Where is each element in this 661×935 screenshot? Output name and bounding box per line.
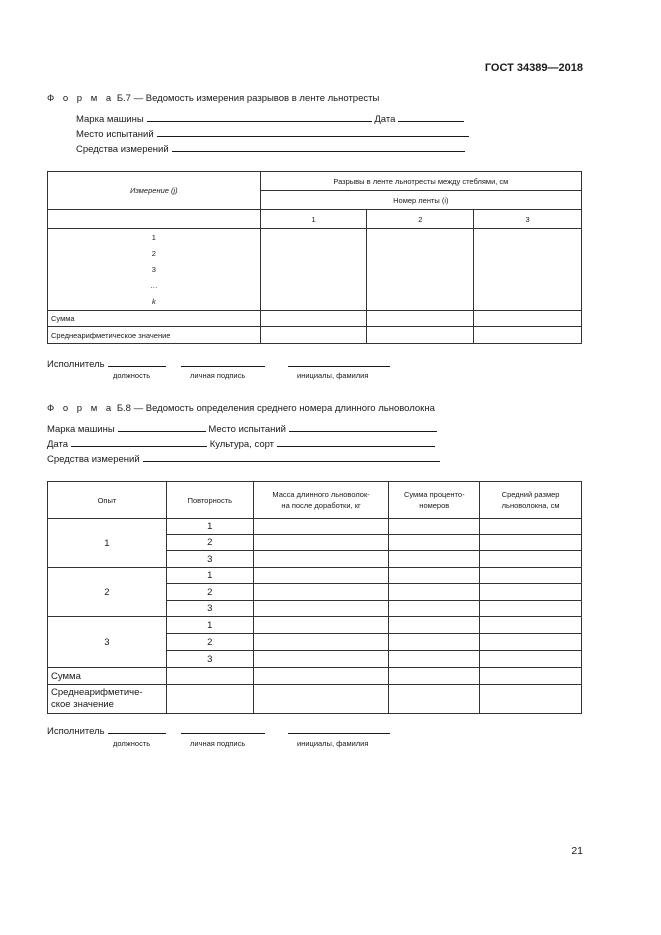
- data-cell[interactable]: [389, 685, 480, 714]
- col-measurement-header: Измерение (j): [48, 172, 261, 210]
- header-repeat: Повторность: [166, 482, 253, 519]
- table-b7: [47, 171, 582, 344]
- repeat-number: 1: [166, 568, 253, 584]
- repeat-number: 1: [166, 617, 253, 634]
- caption-position: должность: [113, 739, 151, 748]
- place-blank[interactable]: [157, 127, 469, 137]
- form-title-text: Б.7 — Ведомость измерения разрывов в ленте льнотресты: [116, 93, 380, 104]
- experiment-number: 2: [48, 568, 167, 617]
- data-cell[interactable]: [389, 551, 480, 568]
- data-cell[interactable]: [480, 634, 582, 651]
- executor-label: Исполнитель: [47, 359, 105, 370]
- page-number: 21: [571, 845, 583, 857]
- experiment-number: 1: [48, 519, 167, 568]
- machine-place-row: [47, 422, 437, 435]
- header-mean-size: Средний размер льноволокна, см: [480, 482, 582, 519]
- instruments-blank[interactable]: [172, 142, 465, 152]
- caption-name: инициалы, фамилия: [297, 739, 369, 748]
- data-cell[interactable]: [389, 535, 480, 551]
- name-blank[interactable]: [288, 357, 390, 367]
- signature-block-2: [47, 724, 390, 737]
- signature-blank[interactable]: [181, 724, 265, 734]
- place-field-row: [76, 127, 469, 140]
- form-title-text: Б.8 — Ведомость определения среднего номера длинного льноволокна: [116, 403, 435, 414]
- signature-block-1: [47, 357, 390, 370]
- gaps-group-header: Разрывы в ленте льнотресты между стеблями, см: [260, 172, 581, 191]
- header-experiment: Опыт: [48, 482, 167, 519]
- form-b8-title: [47, 403, 435, 414]
- data-cell[interactable]: [480, 519, 582, 535]
- data-cell[interactable]: [474, 327, 582, 344]
- measurement-index-list: 1 2 3 … k: [48, 229, 261, 311]
- data-cell[interactable]: [166, 668, 253, 685]
- form-prefix: Ф о р м а: [47, 403, 115, 414]
- form-b7-title: [47, 93, 379, 104]
- repeat-number: 3: [166, 651, 253, 668]
- standard-number: ГОСТ 34389—2018: [484, 62, 583, 74]
- data-cell[interactable]: [367, 229, 474, 311]
- sum-row-label: Сумма: [48, 311, 261, 327]
- data-cell[interactable]: [260, 229, 367, 311]
- caption-name: инициалы, фамилия: [297, 371, 369, 380]
- date-blank[interactable]: [71, 437, 207, 447]
- repeat-number: 2: [166, 634, 253, 651]
- data-cell[interactable]: [389, 584, 480, 601]
- date-blank[interactable]: [398, 112, 464, 122]
- instruments-field-row: [76, 142, 465, 155]
- data-cell[interactable]: [253, 568, 389, 584]
- machine-blank[interactable]: [147, 112, 372, 122]
- data-cell[interactable]: [480, 617, 582, 634]
- band-number: 1: [260, 210, 367, 229]
- caption-signature: личная подпись: [190, 371, 246, 380]
- experiment-number: 3: [48, 617, 167, 668]
- data-cell[interactable]: [389, 519, 480, 535]
- signature-blank[interactable]: [181, 357, 265, 367]
- data-cell[interactable]: [253, 584, 389, 601]
- data-cell[interactable]: [260, 327, 367, 344]
- repeat-number: 3: [166, 551, 253, 568]
- data-cell[interactable]: [389, 668, 480, 685]
- data-cell[interactable]: [367, 311, 474, 327]
- crop-blank[interactable]: [277, 437, 435, 447]
- table-b8: [47, 481, 582, 714]
- repeat-number: 1: [166, 519, 253, 535]
- data-cell[interactable]: [389, 601, 480, 617]
- instruments-label: Средства измерений: [76, 144, 169, 155]
- date-label: Дата: [47, 439, 69, 450]
- repeat-number: 3: [166, 601, 253, 617]
- instruments-blank[interactable]: [143, 452, 440, 462]
- data-cell[interactable]: [253, 634, 389, 651]
- data-cell[interactable]: [480, 568, 582, 584]
- machine-field-row: [76, 112, 464, 125]
- instruments-label: Средства измерений: [47, 454, 140, 465]
- machine-blank[interactable]: [118, 422, 206, 432]
- data-cell[interactable]: [389, 617, 480, 634]
- machine-label: Марка машины: [76, 114, 144, 125]
- header-sum-percent: Сумма проценто- номеров: [389, 482, 480, 519]
- machine-label: Марка машины: [47, 424, 115, 435]
- mean-row-label: Среднеарифметиче- ское значение: [48, 685, 167, 714]
- data-cell[interactable]: [260, 311, 367, 327]
- data-cell[interactable]: [480, 651, 582, 668]
- mean-row-label: Среднеарифметическое значение: [48, 327, 261, 344]
- data-cell[interactable]: [480, 584, 582, 601]
- data-cell[interactable]: [253, 651, 389, 668]
- caption-position: должность: [113, 371, 151, 380]
- band-number: 3: [474, 210, 582, 229]
- data-cell[interactable]: [253, 617, 389, 634]
- caption-signature: личная подпись: [190, 739, 246, 748]
- data-cell[interactable]: [474, 311, 582, 327]
- data-cell[interactable]: [253, 685, 389, 714]
- data-cell[interactable]: [480, 601, 582, 617]
- data-cell[interactable]: [480, 668, 582, 685]
- data-cell[interactable]: [389, 634, 480, 651]
- data-cell[interactable]: [367, 327, 474, 344]
- place-label: Место испытаний: [76, 129, 154, 140]
- data-cell[interactable]: [253, 519, 389, 535]
- sum-row-label: Сумма: [48, 668, 167, 685]
- date-label: Дата: [374, 114, 396, 125]
- place-blank[interactable]: [289, 422, 437, 432]
- data-cell[interactable]: [253, 535, 389, 551]
- data-cell[interactable]: [253, 601, 389, 617]
- date-crop-row: [47, 437, 435, 450]
- form-prefix: Ф о р м а: [47, 93, 115, 104]
- band-number: 2: [367, 210, 474, 229]
- repeat-number: 2: [166, 584, 253, 601]
- repeat-number: 2: [166, 535, 253, 551]
- data-cell[interactable]: [166, 685, 253, 714]
- data-cell[interactable]: [389, 651, 480, 668]
- header-mass: Масса длинного льноволок- на после доработки, кг: [253, 482, 389, 519]
- data-cell[interactable]: [253, 551, 389, 568]
- data-cell[interactable]: [480, 551, 582, 568]
- instruments-field-row: [47, 452, 440, 465]
- place-label: Место испытаний: [208, 424, 286, 435]
- data-cell[interactable]: [474, 229, 582, 311]
- data-cell[interactable]: [389, 568, 480, 584]
- executor-label: Исполнитель: [47, 726, 105, 737]
- band-number-header: Номер ленты (i): [260, 191, 581, 210]
- position-blank[interactable]: [108, 724, 166, 734]
- data-cell[interactable]: [253, 668, 389, 685]
- position-blank[interactable]: [108, 357, 166, 367]
- crop-label: Культура, сорт: [209, 439, 275, 450]
- data-cell[interactable]: [480, 685, 582, 714]
- name-blank[interactable]: [288, 724, 390, 734]
- data-cell[interactable]: [480, 535, 582, 551]
